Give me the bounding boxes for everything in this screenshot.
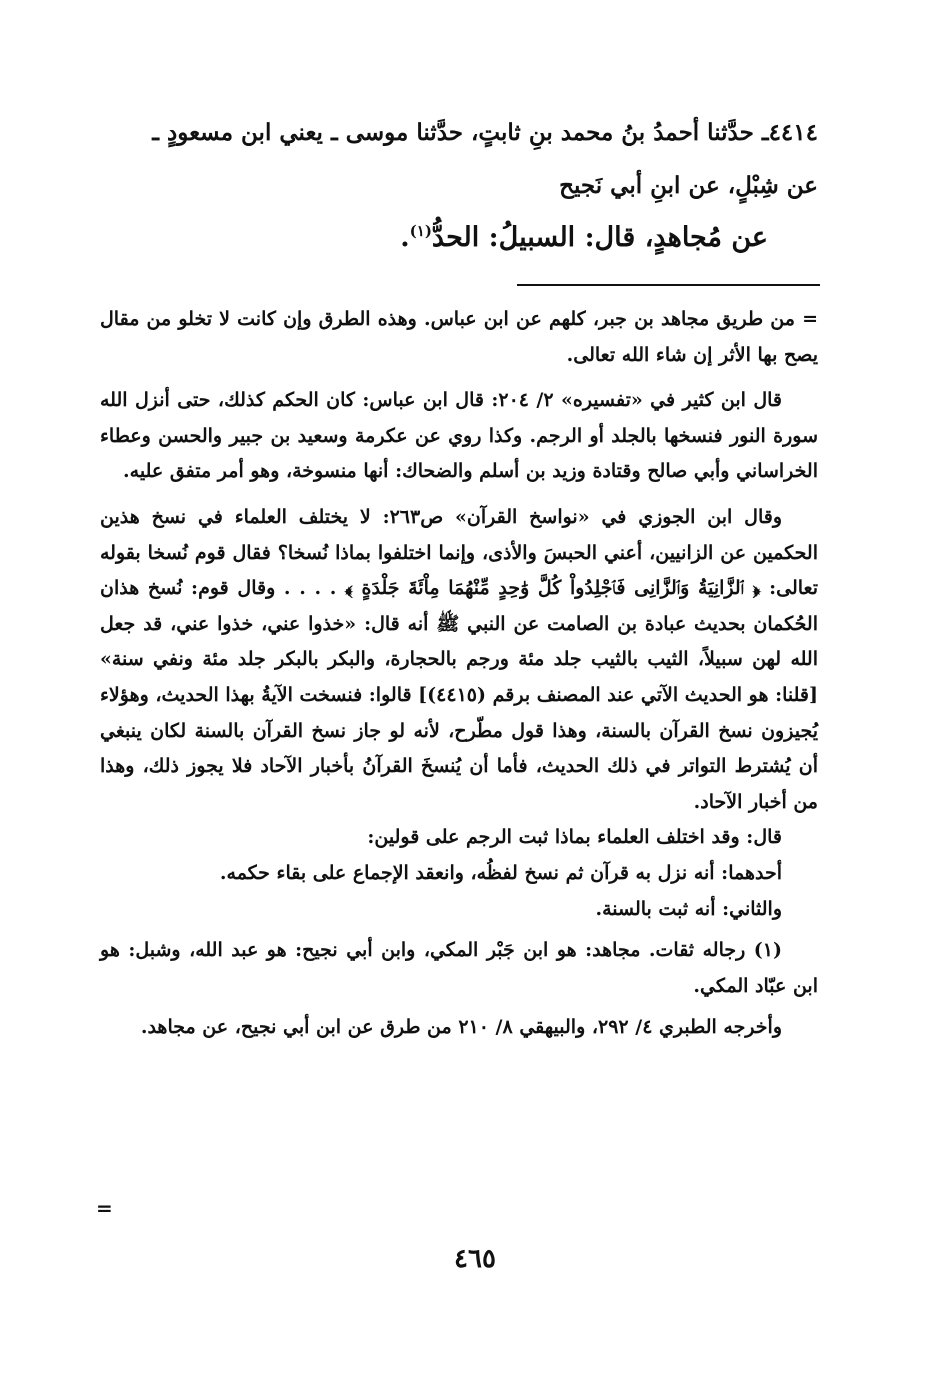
footnote-separator — [517, 284, 820, 286]
page-number: ٤٦٥ — [454, 1244, 496, 1274]
footnote-continued-paragraph: = من طريق مجاهد بن جبر، كلهم عن ابن عباس. وهذه الطرق وإن كانت لا تخلو من مقال يصح بها الأثر إن شاء الله تعالى. — [100, 308, 818, 366]
footnote-1-narrators: (١) رجاله ثقات. مجاهد: هو ابن جَبْر المكي، وابن أبي نجيح: هو عبد الله، وشبل: هو ابن عبّاد المكي. — [100, 939, 818, 997]
hadith-line-2: عن شِبْلٍ، عن ابنِ أبي نَجيح — [559, 172, 818, 199]
hadith-line-3: عن مُجاهدٍ، قال: السبيلُ: الحدُّ — [431, 222, 768, 253]
hadith-line-1: ٤٤١٤ـ حدَّثنا أحمدُ بنُ محمد بنِ ثابتٍ، حدَّثنا موسى ـ يعني ابن مسعودٍ ـ — [152, 119, 818, 146]
footnote-1-sources: وأخرجه الطبري ٤/ ٢٩٢، والبيهقي ٨/ ٢١٠ من طرق عن ابن أبي نجيح، عن مجاهد. — [140, 1016, 782, 1039]
footnote-ref-1: (١) — [409, 222, 432, 240]
hadith-line-3-end: . — [400, 222, 410, 253]
ibn-jawzi-quote: وقال ابن الجوزي في «نواسخ القرآن» ص٢٦٣: لا يختلف العلماء في نسخ هذين الحكمين عن الزانيين، أعني الحبسَ والأذى، وإنما اختلفوا بماذا نُسخا؟ فقال قوم نُسخا بقوله تعالى: ﴿ ٱلزَّانِيَةُ وَٱلزَّانِى فَٱجْلِدُواْ كُلَّ وَٰحِدٍ مِّنْهُمَا مِاْئَةَ جَلْدَةٍ ﴾ . . . . وقال قوم: نُسخ هذان الحُكمان بحديث عبادة بن الصامت عن النبي ﷺ أنه قال: «خذوا عني، خذوا عني، قد جعل الله لهن سبيلاً، الثيب بالثيب جلد مئة ورجم بالحجارة، والبكر بالبكر جلد مئة ونفي سنة» [قلنا: هو الحديث الآتي عند المصنف برقم (٤٤١٥)] قالوا: فنسخت الآيةُ بهذا الحديث، وهؤلاء يُجيزون نسخ القرآن بالسنة، وهذا قول مطّرح، لأنه لو جاز نسخ القرآن بالسنة لكان ينبغي أن يُشترط التواتر في ذلك الحديث، فأما أن يُنسخَ القرآنُ بأخبار الآحاد فلا يجوز ذلك، وهذا من أخبار الآحاد. — [99, 505, 818, 813]
second-opinion: والثاني: أنه ثبت بالسنة. — [595, 897, 782, 920]
ibn-kathir-quote: قال ابن كثير في «تفسيره» ٢/ ٢٠٤: قال ابن عباس: كان الحكم كذلك، حتى أنزل الله سورة النور فنسخها بالجلد أو الرجم. وكذا روي عن عكرمة وسعيد بن جبير والحسن وعطاء الخراساني وأبي صالح وقتادة وزيد بن أسلم والضحاك: أنها منسوخة، وهو أمر متفق عليه. — [100, 389, 818, 483]
footnotes — [100, 302, 818, 1046]
continued-mark: = — [96, 1196, 113, 1220]
hadith-chain-end — [100, 222, 768, 253]
hadith-text — [100, 106, 818, 212]
rajm-opinions-intro: قال: وقد اختلف العلماء بماذا ثبت الرجم على قولين: — [367, 826, 782, 849]
first-opinion: أحدهما: أنه نزل به قرآن ثم نسخ لفظُه، وانعقد الإجماع على بقاء حكمه. — [219, 861, 782, 884]
